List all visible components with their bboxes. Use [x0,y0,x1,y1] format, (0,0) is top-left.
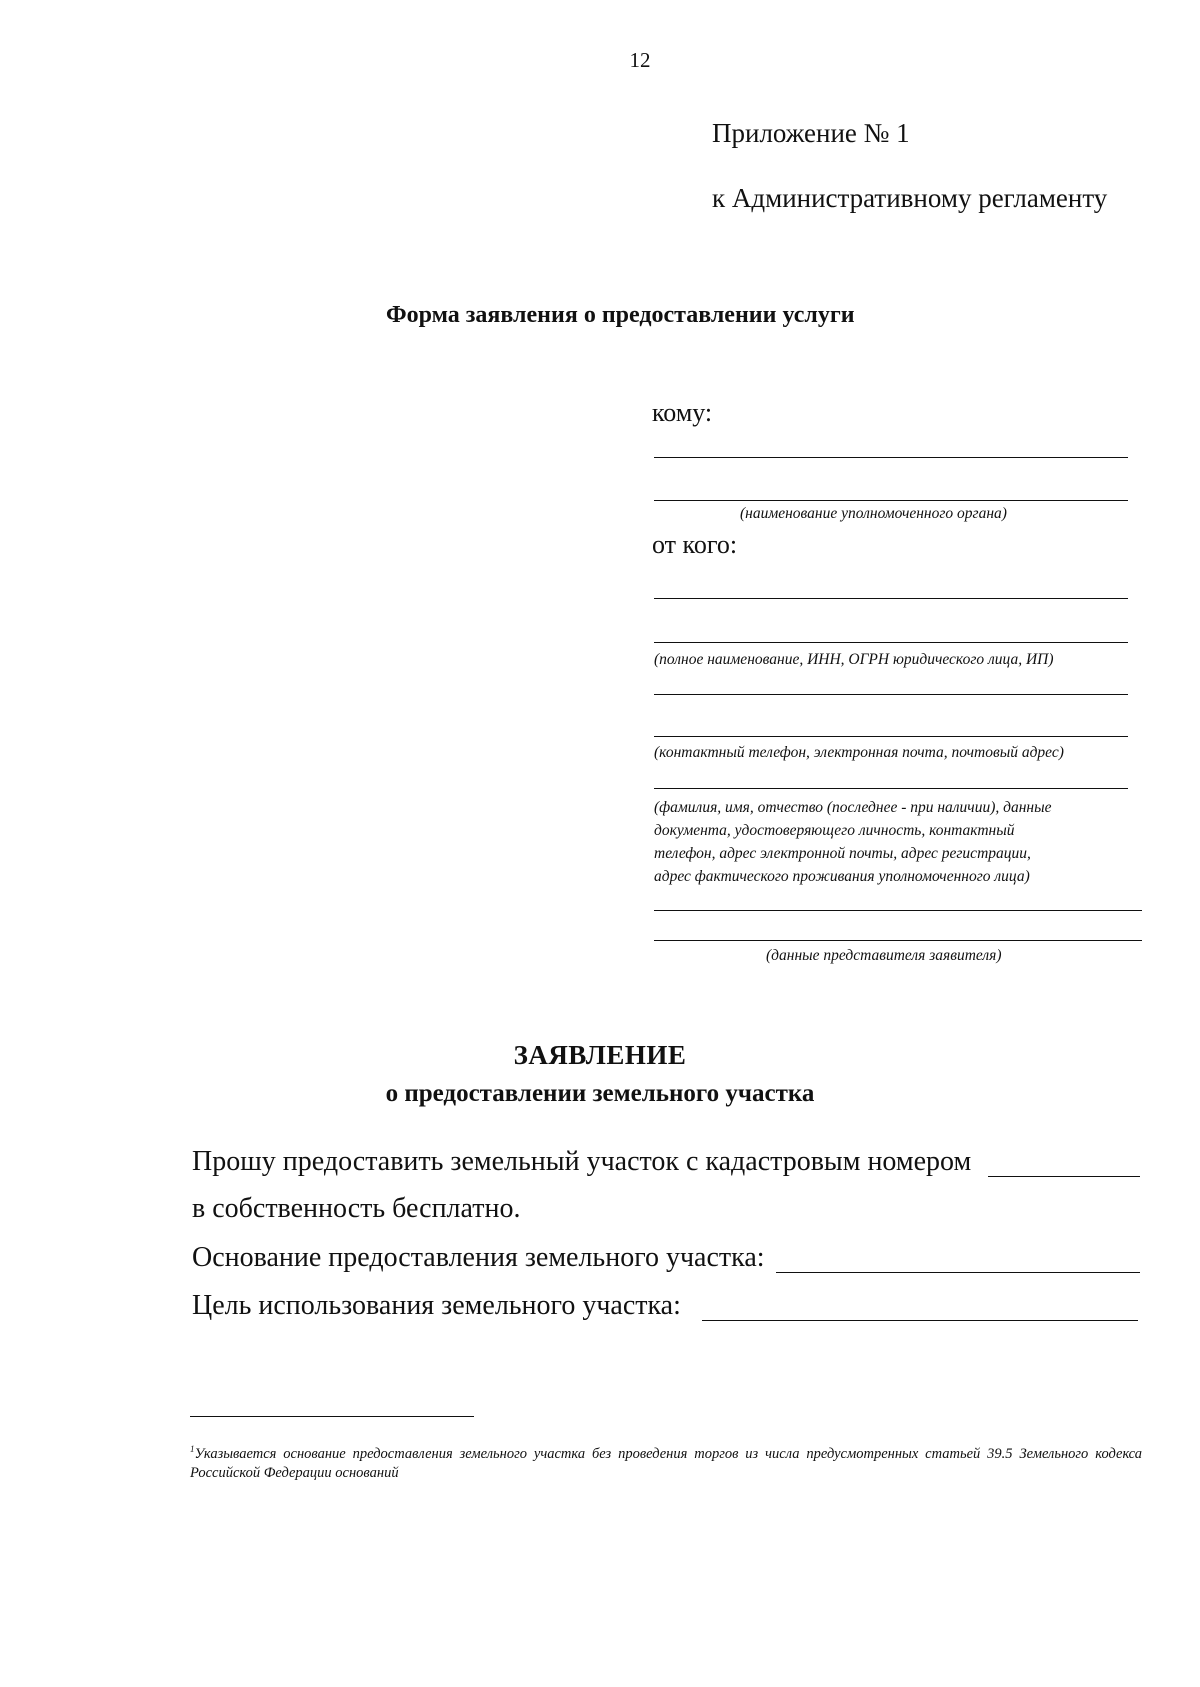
to-field-line-2[interactable] [654,500,1128,501]
to-field-line-1[interactable] [654,457,1128,458]
representative-field-line-1[interactable] [654,910,1142,911]
application-subtitle: о предоставлении земельного участка [385,1080,815,1107]
purpose-text: Цель использования земельного участка: [192,1290,681,1321]
from-field-line-1[interactable] [654,598,1128,599]
person-field-line[interactable] [654,788,1128,789]
from-label: от кого: [652,530,738,559]
footnote [190,1440,1142,1483]
contacts-field-line-2[interactable] [654,736,1128,737]
to-hint: (наименование уполномоченного органа) [740,505,1007,522]
page-number: 12 [629,48,651,72]
contacts-field-line-1[interactable] [654,694,1128,695]
legal-entity-hint: (полное наименование, ИНН, ОГРН юридического лица, ИП) [654,651,1054,668]
person-hint-line: телефон, адрес электронной почты, адрес регистрации, [654,845,1031,862]
application-title: ЗАЯВЛЕНИЕ [513,1040,687,1070]
person-hint-line: документа, удостоверяющего личность, контактный [654,822,1015,839]
contacts-hint: (контактный телефон, электронная почта, почтовый адрес) [654,744,1064,761]
person-hint-line: (фамилия, имя, отчество (последнее - при наличии), данные [654,799,1052,816]
person-hint-line: адрес фактического проживания уполномоченного лица) [654,868,1030,885]
to-label: кому: [652,398,713,427]
footnote-rule [190,1416,474,1417]
representative-hint: (данные представителя заявителя) [766,947,1002,964]
appendix-title: Приложение № 1 [712,118,910,148]
representative-field-line-2[interactable] [654,940,1142,941]
from-field-line-2[interactable] [654,642,1128,643]
person-hint [654,796,1051,888]
basis-field[interactable] [776,1272,1140,1273]
form-title: Форма заявления о предоставлении услуги [386,302,855,328]
cadastral-number-text: Прошу предоставить земельный участок с кадастровым номером [192,1146,972,1177]
footnote-marker: 1 [190,1444,195,1454]
basis-text: Основание предоставления земельного участка: [192,1242,765,1273]
ownership-text: в собственность бесплатно. [192,1193,521,1224]
footnote-text: Указывается основание предоставления земельного участка без проведения торгов из числа предусмотренных статьей 39.5 Земельного кодекса Российской Федерации оснований [190,1445,1142,1481]
purpose-field[interactable] [702,1320,1138,1321]
appendix-subtitle: к Административному регламенту [712,183,1108,213]
cadastral-number-field[interactable] [988,1176,1140,1177]
